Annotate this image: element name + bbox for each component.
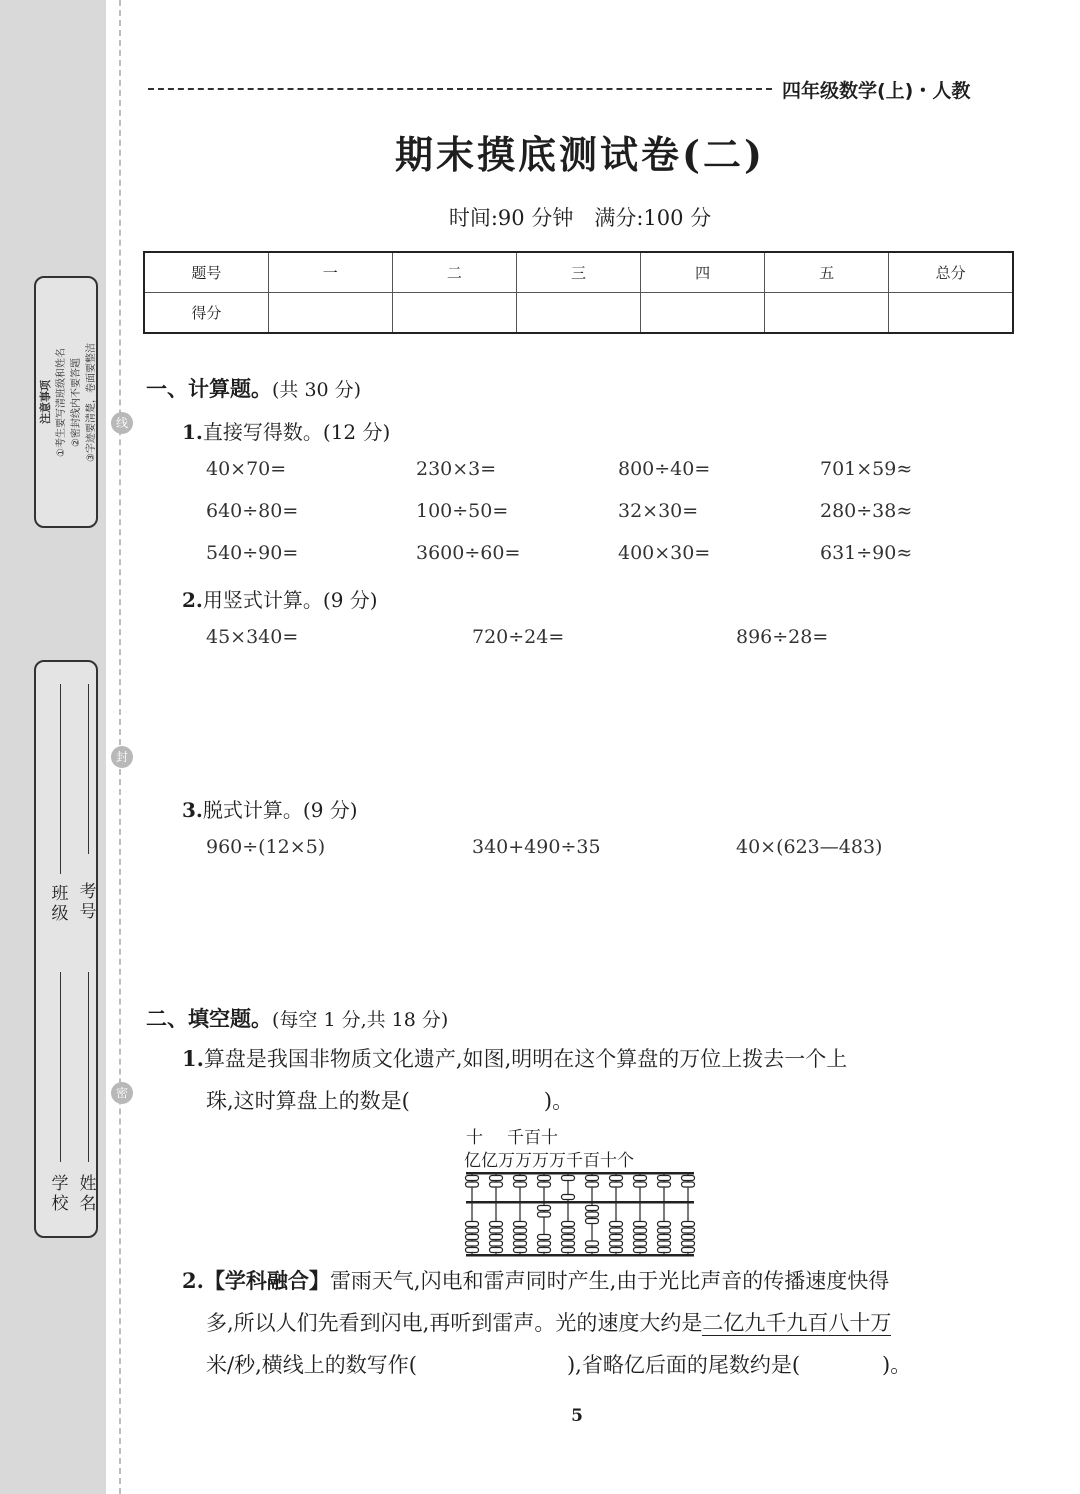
abacus-bead	[538, 1212, 551, 1217]
abacus-bead	[586, 1248, 599, 1253]
abacus-bead	[586, 1206, 599, 1211]
school-label: 学校	[51, 1174, 69, 1214]
s1-q1-expr: 800÷40=	[618, 458, 711, 480]
notice-item-2: ②密封线内不要答题	[70, 357, 82, 447]
abacus-bead	[514, 1228, 527, 1233]
score-blank-cell[interactable]	[268, 293, 392, 334]
s2-q2-line3: 米/秒,横线上的数写作( ),省略亿后面的尾数约是( )。	[206, 1353, 912, 1377]
s2-q2-line2: 多,所以人们先看到闪电,再听到雷声。光的速度大约是二亿九千九百八十万	[206, 1311, 892, 1335]
abacus-bead	[658, 1241, 671, 1246]
abacus-bead	[538, 1206, 551, 1211]
abacus-bead	[562, 1176, 575, 1181]
name-line	[88, 972, 89, 1162]
abacus-bead	[466, 1222, 479, 1227]
class-label: 班级	[51, 884, 69, 924]
s1-q2-expr: 896÷28=	[736, 626, 829, 648]
page-title: 期末摸底测试卷(二)	[395, 132, 765, 177]
s1-q1-expr: 100÷50=	[416, 500, 509, 522]
s1-q1-expr: 701×59≈	[820, 458, 913, 480]
name-label: 姓名	[79, 1174, 97, 1214]
score-table-score-row	[144, 293, 1013, 334]
s1-q1-expr: 400×30=	[618, 542, 711, 564]
score-blank-cell[interactable]	[516, 293, 640, 334]
abacus-bead	[658, 1228, 671, 1233]
abacus-top-bar	[466, 1172, 694, 1175]
abacus-bead	[682, 1235, 695, 1240]
school-line	[60, 972, 61, 1162]
score-blank-cell[interactable]	[641, 293, 765, 334]
s1-q1-expr: 280÷38≈	[820, 500, 913, 522]
grade-subject-label: 四年级数学(上)・人教	[782, 80, 971, 102]
abacus-bead	[514, 1176, 527, 1181]
abacus-bead	[490, 1176, 503, 1181]
abacus-bead	[658, 1235, 671, 1240]
abacus-bead	[586, 1176, 599, 1181]
abacus-bead	[586, 1182, 599, 1187]
abacus-bead	[538, 1182, 551, 1187]
abacus-bead	[610, 1235, 623, 1240]
abacus-bottom-labels: 亿亿万万万万千百十个	[464, 1151, 634, 1171]
s1-q2-expr: 720÷24=	[472, 626, 565, 648]
abacus-bead	[466, 1248, 479, 1253]
abacus-bead	[538, 1235, 551, 1240]
section2-heading: 二、填空题。(每空 1 分,共 18 分)	[146, 1006, 449, 1031]
abacus-bead	[562, 1235, 575, 1240]
s1-q1-expr: 3600÷60=	[416, 542, 521, 564]
score-table-cell: 五	[765, 252, 889, 293]
s1-q3-expr: 40×(623—483)	[736, 836, 883, 858]
s1-q1-expr: 540÷90=	[206, 542, 299, 564]
abacus-bead	[514, 1182, 527, 1187]
abacus-bead	[586, 1219, 599, 1224]
abacus-bead	[586, 1212, 599, 1217]
notice-item-3: ③字迹要清楚，卷面要整洁	[85, 342, 97, 462]
speed-underlined-text: 二亿九千九百八十万	[702, 1311, 892, 1335]
abacus-bead	[490, 1248, 503, 1253]
abacus-bead	[514, 1235, 527, 1240]
abacus-bead	[514, 1248, 527, 1253]
s1-q3-expr: 340+490÷35	[472, 836, 601, 858]
score-table-cell: 得分	[144, 293, 268, 334]
s1-q2-expr: 45×340=	[206, 626, 299, 648]
abacus-bead	[538, 1248, 551, 1253]
abacus-bead	[682, 1182, 695, 1187]
score-blank-cell[interactable]	[765, 293, 889, 334]
abacus-bead	[562, 1228, 575, 1233]
score-table-cell: 三	[516, 252, 640, 293]
seal-mark-mi: 密	[111, 1082, 133, 1104]
abacus-bead	[634, 1182, 647, 1187]
score-table	[143, 251, 1014, 334]
abacus-bead	[682, 1241, 695, 1246]
abacus-bead	[634, 1222, 647, 1227]
abacus-top-labels: 十 千百十	[466, 1128, 558, 1148]
score-table-header-row	[144, 252, 1013, 293]
s2-q2-line1: 2.【学科融合】雷雨天气,闪电和雷声同时产生,由于光比声音的传播速度快得	[182, 1268, 890, 1293]
class-line	[60, 684, 61, 874]
abacus-bead	[610, 1176, 623, 1181]
abacus-bead	[514, 1241, 527, 1246]
exam-no-line	[88, 684, 89, 854]
page-number: 5	[571, 1406, 583, 1426]
abacus-bead	[634, 1241, 647, 1246]
score-table-cell: 二	[392, 252, 516, 293]
s1-q3-expr: 960÷(12×5)	[206, 836, 326, 858]
s1-q1-expr: 631÷90≈	[820, 542, 913, 564]
abacus-bead	[490, 1182, 503, 1187]
s1-q1-heading: 1.直接写得数。(12 分)	[182, 420, 391, 444]
exam-no-label: 考号	[79, 882, 97, 922]
abacus-figure	[464, 1170, 696, 1258]
abacus-bead	[682, 1228, 695, 1233]
abacus-bead	[538, 1176, 551, 1181]
abacus-bead	[490, 1235, 503, 1240]
abacus-bead	[466, 1182, 479, 1187]
abacus-bead	[514, 1222, 527, 1227]
abacus-bead	[634, 1248, 647, 1253]
score-blank-cell[interactable]	[392, 293, 516, 334]
abacus-bead	[610, 1241, 623, 1246]
score-table-cell: 四	[641, 252, 765, 293]
abacus-bead	[562, 1222, 575, 1227]
s2-q1-line2: 珠,这时算盘上的数是( )。	[206, 1089, 574, 1113]
abacus-bead	[610, 1248, 623, 1253]
abacus-beam	[466, 1201, 694, 1204]
abacus-bead	[466, 1176, 479, 1181]
abacus-bead	[538, 1241, 551, 1246]
abacus-bead	[610, 1182, 623, 1187]
abacus-bead	[634, 1176, 647, 1181]
abacus-bead	[610, 1228, 623, 1233]
abacus-bead	[562, 1195, 575, 1200]
s1-q1-expr: 32×30=	[618, 500, 699, 522]
score-blank-cell[interactable]	[889, 293, 1013, 334]
notice-box	[34, 276, 98, 528]
abacus-bead	[658, 1248, 671, 1253]
score-table-cell: 一	[268, 252, 392, 293]
s1-q1-expr: 640÷80=	[206, 500, 299, 522]
score-table-cell: 总分	[889, 252, 1013, 293]
abacus-bead	[562, 1248, 575, 1253]
abacus-bead	[682, 1248, 695, 1253]
seal-mark-feng: 封	[111, 746, 133, 768]
abacus-bead	[490, 1222, 503, 1227]
student-info-box	[34, 660, 98, 1238]
notice-item-1: ①考生要写清班级和姓名	[55, 347, 67, 457]
abacus-bead	[610, 1222, 623, 1227]
abacus-bead	[466, 1235, 479, 1240]
abacus-bead	[490, 1228, 503, 1233]
section1-heading: 一、计算题。(共 30 分)	[146, 376, 362, 401]
abacus-bead	[466, 1241, 479, 1246]
header-dashed-line	[148, 88, 772, 90]
abacus-bead	[466, 1228, 479, 1233]
abacus-bead	[658, 1182, 671, 1187]
abacus-bottom-bar	[466, 1254, 694, 1257]
abacus-bead	[586, 1241, 599, 1246]
s1-q1-expr: 230×3=	[416, 458, 497, 480]
s1-q3-heading: 3.脱式计算。(9 分)	[182, 798, 358, 822]
abacus-bead	[682, 1222, 695, 1227]
time-and-score: 时间:90 分钟 满分:100 分	[448, 206, 712, 230]
abacus-bead	[634, 1235, 647, 1240]
notice-title: 注意事项	[39, 380, 52, 424]
abacus-bead	[658, 1222, 671, 1227]
abacus-bead	[658, 1176, 671, 1181]
s2-q1-line1: 1.算盘是我国非物质文化遗产,如图,明明在这个算盘的万位上拨去一个上	[182, 1046, 848, 1071]
score-table-cell: 题号	[144, 252, 268, 293]
s1-q1-expr: 40×70=	[206, 458, 287, 480]
s1-q2-heading: 2.用竖式计算。(9 分)	[182, 588, 378, 612]
abacus-bead	[682, 1176, 695, 1181]
abacus-bead	[562, 1241, 575, 1246]
abacus-bead	[634, 1228, 647, 1233]
seal-mark-xian: 线	[111, 412, 133, 434]
abacus-bead	[490, 1241, 503, 1246]
